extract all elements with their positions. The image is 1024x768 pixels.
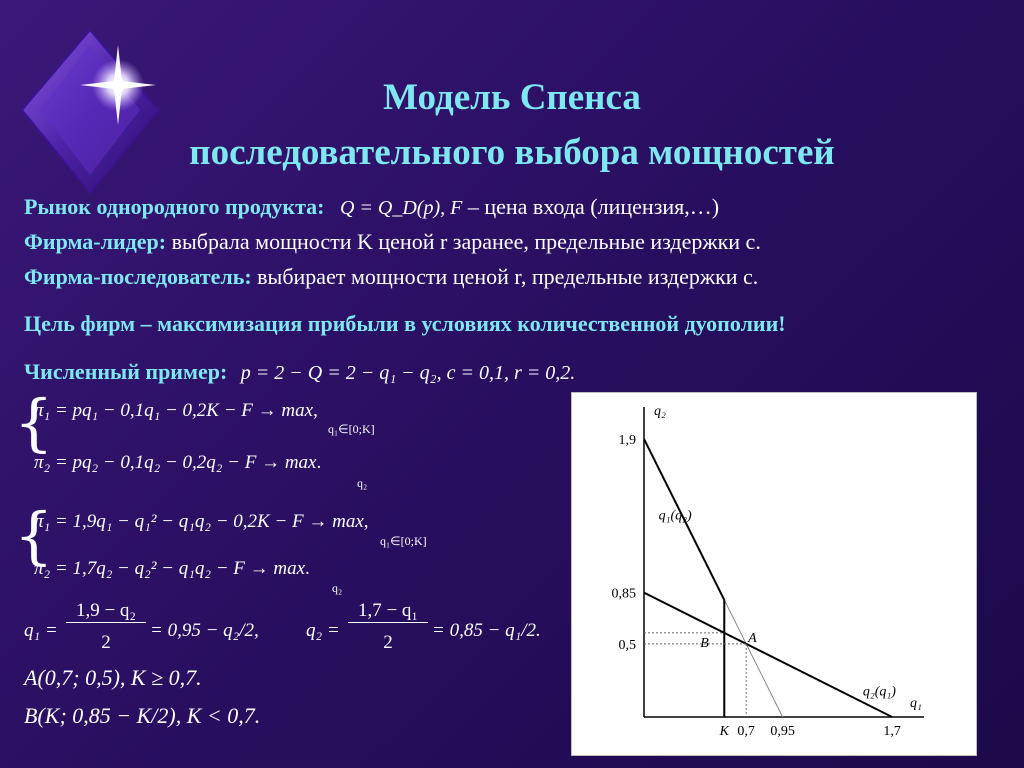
y-tick-label: 0,5 xyxy=(618,637,636,653)
system1-eq2-sub: q₂ xyxy=(357,476,368,490)
series-label-q1: q₁(q₂) xyxy=(658,508,692,524)
example-line xyxy=(24,359,575,385)
y-axis-label: q₂ xyxy=(654,404,666,419)
q2-den: 2 xyxy=(383,632,393,653)
x-axis-label: q₁ xyxy=(910,696,922,711)
best-response-chart xyxy=(572,393,976,755)
system1-brace: { xyxy=(14,386,54,459)
x-tick-label: 0,7 xyxy=(737,724,755,739)
system2-eq1: π₁ = 1,9q₁ − q₁² − q₁q₂ − 0,2K − F → max, xyxy=(34,511,369,532)
system1-eq1-sub: q₁∈[0;K] xyxy=(328,422,375,436)
q2-num: 1,7 − q₁ xyxy=(348,600,428,623)
market-line xyxy=(24,194,719,220)
q2-rhs: = 0,85 − q₁/2. xyxy=(432,620,541,641)
market-text: – цена входа (лицензия,…) xyxy=(467,194,720,219)
q1-rhs: = 0,95 − q₂/2, xyxy=(150,620,259,641)
q2-lhs: q₂ = xyxy=(306,620,340,641)
slide-title-line-1: Модель Спенса xyxy=(383,77,641,118)
slide-title-line-2: последовательного выбора мощностей xyxy=(189,132,835,173)
x-tick-label: K xyxy=(719,724,729,739)
system1-eq2: π₂ = pq₂ − 0,1q₂ − 0,2q₂ − F → max. xyxy=(34,452,322,473)
q1-den: 2 xyxy=(101,632,111,653)
market-label: Рынок однородного продукта: xyxy=(24,194,325,219)
q1-lhs: q₁ = xyxy=(24,620,58,641)
conclusion-a: A(0,7; 0,5), K ≥ 0,7. xyxy=(24,665,202,690)
system1-eq1: π₁ = pq₁ − 0,1q₁ − 0,2K − F → max, xyxy=(34,400,318,421)
q2-reaction-line xyxy=(644,593,892,717)
system2-brace: { xyxy=(14,499,54,572)
follower-label: Фирма-последователь: xyxy=(24,264,252,289)
leader-label: Фирма-лидер: xyxy=(24,229,167,254)
system2-eq1-sub: q₁∈[0;K] xyxy=(380,534,427,548)
series-label-q2: q₂(q₁) xyxy=(862,684,896,700)
follower-line xyxy=(24,264,758,290)
leader-text: выбрала мощности K ценой r заранее, предельные издержки c. xyxy=(166,229,761,254)
follower-text: выбирает мощности ценой r, предельные издержки c. xyxy=(251,264,759,289)
y-tick-label: 1,9 xyxy=(618,432,636,448)
q1-num: 1,9 − q₂ xyxy=(66,600,146,623)
example-label: Численный пример: xyxy=(24,359,228,384)
goal-text: Цель фирм – максимизация прибыли в условиях количественной дуополии! xyxy=(24,311,786,336)
chart-panel xyxy=(571,392,977,756)
system2-eq2: π₂ = 1,7q₂ − q₂² − q₁q₂ − F → max. xyxy=(34,558,310,579)
market-formula: Q = Q_D(p), F xyxy=(339,197,463,219)
leader-line xyxy=(24,229,761,255)
example-params: p = 2 − Q = 2 − q₁ − q₂, c = 0,1, r = 0,2. xyxy=(240,362,576,384)
point-label-b: B xyxy=(700,635,709,651)
y-tick-label: 0,85 xyxy=(611,586,636,602)
x-tick-label: 1,7 xyxy=(883,724,901,739)
system2-eq2-sub: q₂ xyxy=(332,581,343,595)
conclusion-b: B(K; 0,85 − K/2), K < 0,7. xyxy=(24,703,261,728)
x-tick-label: 0,95 xyxy=(770,724,795,739)
point-label-a: A xyxy=(748,630,757,646)
